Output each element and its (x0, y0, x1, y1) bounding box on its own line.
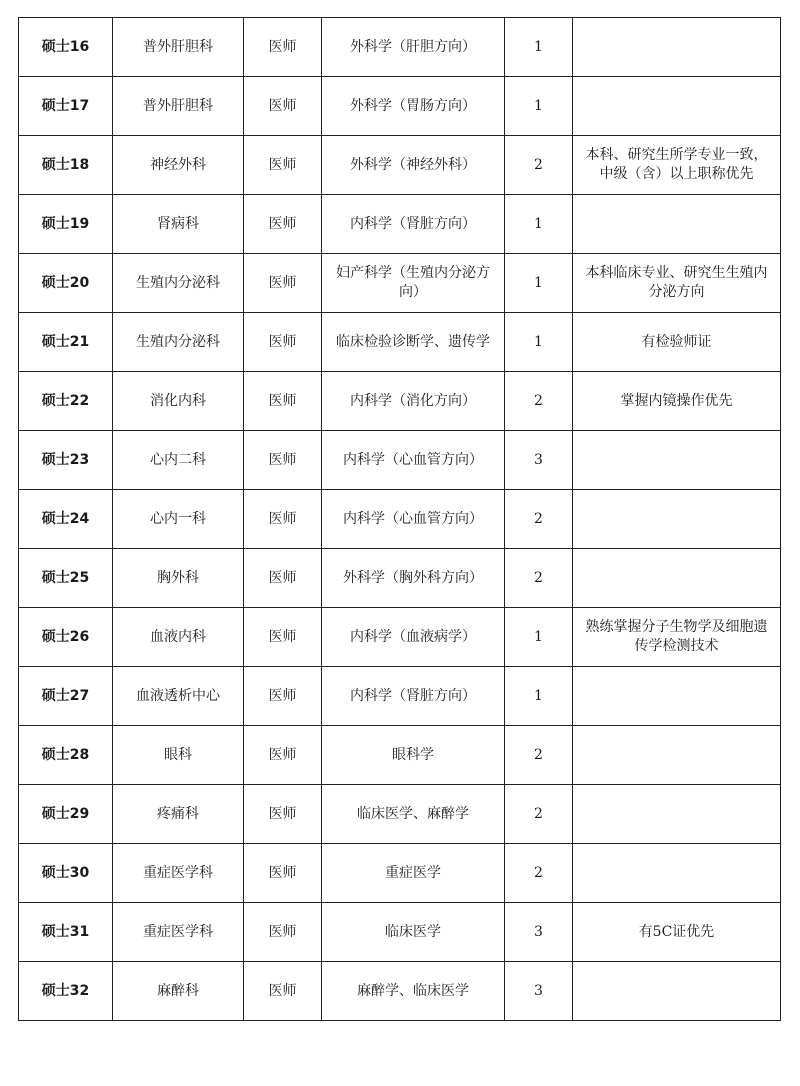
remarks-cell: 本科、研究生所学专业一致，中级（含）以上职称优先 (573, 136, 781, 195)
position-code-cell: 硕士29 (19, 785, 113, 844)
table-row (19, 549, 781, 608)
major-requirement-cell: 内科学（肾脏方向） (322, 195, 505, 254)
remarks-cell: 掌握内镜操作优先 (573, 372, 781, 431)
major-requirement-cell: 眼科学 (322, 726, 505, 785)
table-row (19, 254, 781, 313)
department-cell: 生殖内分泌科 (113, 313, 244, 372)
position-code-cell: 硕士26 (19, 608, 113, 667)
position-title-cell: 医师 (244, 490, 322, 549)
position-title-cell: 医师 (244, 18, 322, 77)
table-row (19, 195, 781, 254)
department-cell: 胸外科 (113, 549, 244, 608)
hiring-count-cell: 1 (505, 195, 573, 254)
department-cell: 心内一科 (113, 490, 244, 549)
table-row (19, 313, 781, 372)
table-body (19, 18, 781, 1021)
department-cell: 消化内科 (113, 372, 244, 431)
hiring-count-cell: 2 (505, 844, 573, 903)
position-title-cell: 医师 (244, 726, 322, 785)
position-title-cell: 医师 (244, 431, 322, 490)
remarks-cell (573, 962, 781, 1021)
position-title-cell: 医师 (244, 77, 322, 136)
hiring-count-cell: 1 (505, 313, 573, 372)
hiring-count-cell: 2 (505, 136, 573, 195)
department-cell: 眼科 (113, 726, 244, 785)
department-cell: 麻醉科 (113, 962, 244, 1021)
hiring-count-cell: 1 (505, 254, 573, 313)
remarks-cell (573, 195, 781, 254)
hiring-count-cell: 2 (505, 785, 573, 844)
department-cell: 疼痛科 (113, 785, 244, 844)
remarks-cell (573, 490, 781, 549)
table-row (19, 490, 781, 549)
position-code-cell: 硕士18 (19, 136, 113, 195)
department-cell: 心内二科 (113, 431, 244, 490)
table-row (19, 903, 781, 962)
position-code-cell: 硕士16 (19, 18, 113, 77)
table-row (19, 372, 781, 431)
position-code-cell: 硕士22 (19, 372, 113, 431)
position-code-cell: 硕士24 (19, 490, 113, 549)
position-code-cell: 硕士17 (19, 77, 113, 136)
position-code-cell: 硕士32 (19, 962, 113, 1021)
department-cell: 普外肝胆科 (113, 77, 244, 136)
position-code-cell: 硕士20 (19, 254, 113, 313)
position-title-cell: 医师 (244, 254, 322, 313)
remarks-cell (573, 549, 781, 608)
table-row (19, 608, 781, 667)
department-cell: 血液透析中心 (113, 667, 244, 726)
table-row (19, 136, 781, 195)
hiring-count-cell: 2 (505, 726, 573, 785)
department-cell: 生殖内分泌科 (113, 254, 244, 313)
remarks-cell: 有5C证优先 (573, 903, 781, 962)
remarks-cell (573, 431, 781, 490)
hiring-count-cell: 3 (505, 431, 573, 490)
hiring-count-cell: 1 (505, 18, 573, 77)
major-requirement-cell: 临床医学 (322, 903, 505, 962)
major-requirement-cell: 内科学（心血管方向） (322, 490, 505, 549)
major-requirement-cell: 内科学（血液病学） (322, 608, 505, 667)
position-code-cell: 硕士27 (19, 667, 113, 726)
department-cell: 血液内科 (113, 608, 244, 667)
position-title-cell: 医师 (244, 785, 322, 844)
position-title-cell: 医师 (244, 372, 322, 431)
position-title-cell: 医师 (244, 962, 322, 1021)
department-cell: 重症医学科 (113, 903, 244, 962)
major-requirement-cell: 外科学（胃肠方向） (322, 77, 505, 136)
major-requirement-cell: 内科学（心血管方向） (322, 431, 505, 490)
hiring-count-cell: 3 (505, 903, 573, 962)
major-requirement-cell: 内科学（消化方向） (322, 372, 505, 431)
remarks-cell (573, 18, 781, 77)
position-title-cell: 医师 (244, 844, 322, 903)
position-code-cell: 硕士31 (19, 903, 113, 962)
hiring-count-cell: 1 (505, 77, 573, 136)
position-title-cell: 医师 (244, 313, 322, 372)
position-code-cell: 硕士21 (19, 313, 113, 372)
position-title-cell: 医师 (244, 195, 322, 254)
table-row (19, 726, 781, 785)
hiring-count-cell: 1 (505, 667, 573, 726)
remarks-cell: 有检验师证 (573, 313, 781, 372)
remarks-cell (573, 844, 781, 903)
major-requirement-cell: 重症医学 (322, 844, 505, 903)
department-cell: 重症医学科 (113, 844, 244, 903)
position-title-cell: 医师 (244, 136, 322, 195)
table-row (19, 77, 781, 136)
major-requirement-cell: 外科学（神经外科） (322, 136, 505, 195)
position-code-cell: 硕士25 (19, 549, 113, 608)
hiring-count-cell: 3 (505, 962, 573, 1021)
remarks-cell: 熟练掌握分子生物学及细胞遗传学检测技术 (573, 608, 781, 667)
position-title-cell: 医师 (244, 903, 322, 962)
position-title-cell: 医师 (244, 549, 322, 608)
major-requirement-cell: 临床检验诊断学、遗传学 (322, 313, 505, 372)
major-requirement-cell: 妇产科学（生殖内分泌方向） (322, 254, 505, 313)
major-requirement-cell: 临床医学、麻醉学 (322, 785, 505, 844)
remarks-cell (573, 726, 781, 785)
position-code-cell: 硕士23 (19, 431, 113, 490)
department-cell: 普外肝胆科 (113, 18, 244, 77)
hiring-count-cell: 2 (505, 549, 573, 608)
table-row (19, 18, 781, 77)
major-requirement-cell: 麻醉学、临床医学 (322, 962, 505, 1021)
department-cell: 肾病科 (113, 195, 244, 254)
hiring-count-cell: 1 (505, 608, 573, 667)
table-row (19, 431, 781, 490)
table-row (19, 844, 781, 903)
position-code-cell: 硕士28 (19, 726, 113, 785)
major-requirement-cell: 外科学（胸外科方向） (322, 549, 505, 608)
position-title-cell: 医师 (244, 667, 322, 726)
major-requirement-cell: 内科学（肾脏方向） (322, 667, 505, 726)
remarks-cell: 本科临床专业、研究生生殖内分泌方向 (573, 254, 781, 313)
position-title-cell: 医师 (244, 608, 322, 667)
remarks-cell (573, 785, 781, 844)
position-code-cell: 硕士30 (19, 844, 113, 903)
table-row (19, 667, 781, 726)
recruitment-table (18, 17, 781, 1021)
hiring-count-cell: 2 (505, 490, 573, 549)
department-cell: 神经外科 (113, 136, 244, 195)
table-row (19, 962, 781, 1021)
table-row (19, 785, 781, 844)
major-requirement-cell: 外科学（肝胆方向） (322, 18, 505, 77)
position-code-cell: 硕士19 (19, 195, 113, 254)
remarks-cell (573, 77, 781, 136)
hiring-count-cell: 2 (505, 372, 573, 431)
remarks-cell (573, 667, 781, 726)
